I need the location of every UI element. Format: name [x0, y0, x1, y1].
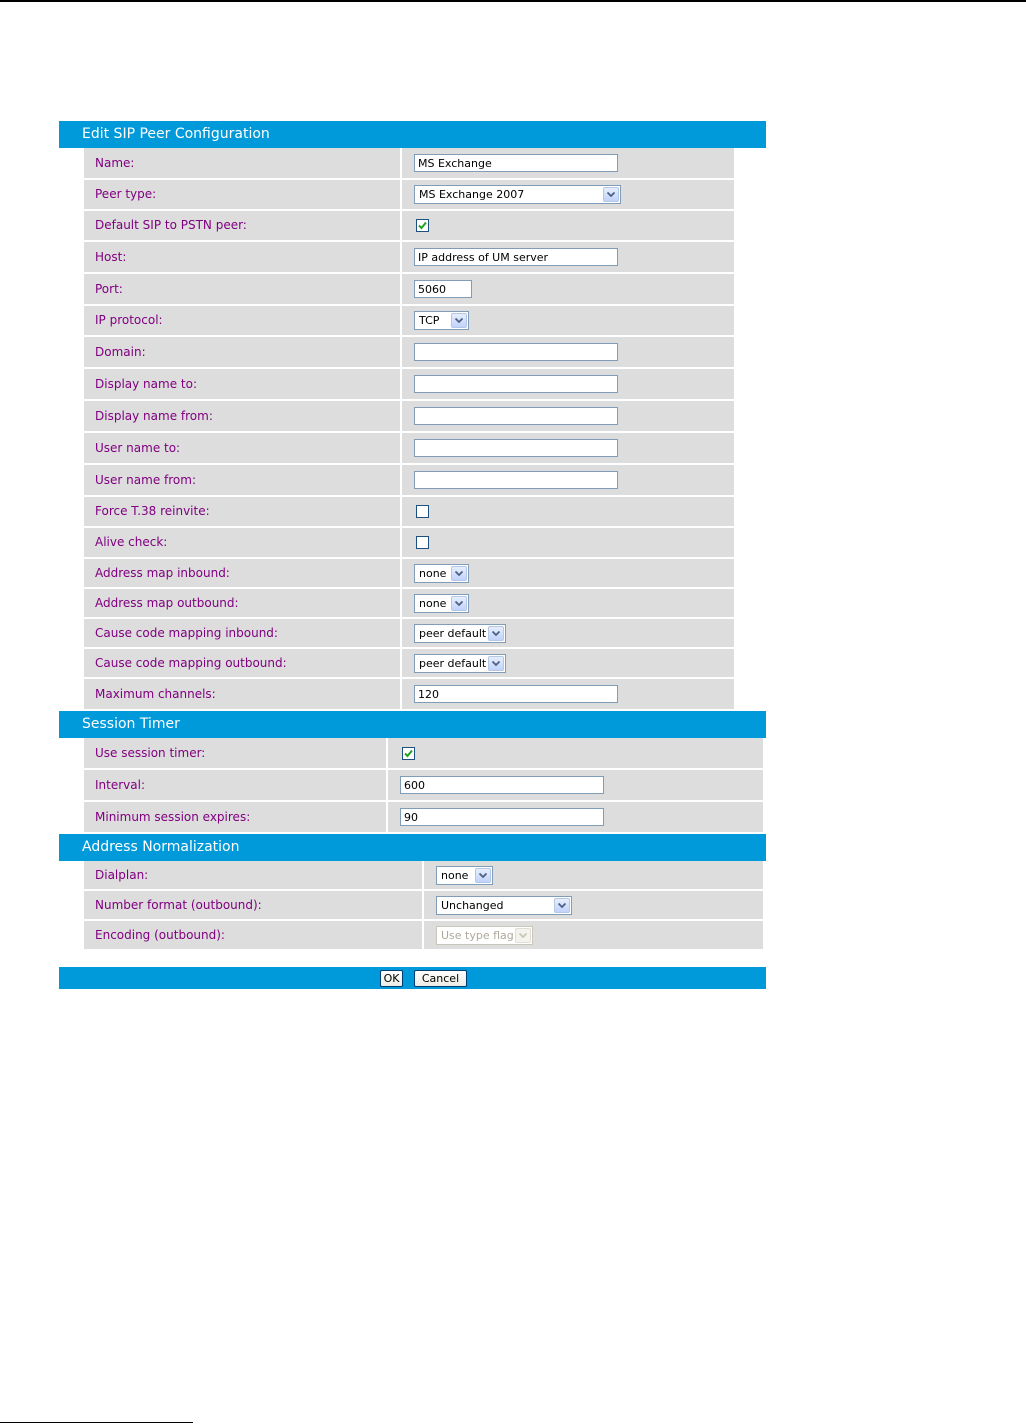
- peer-type-label: Peer type:: [84, 180, 400, 209]
- number-format-outbound-label: Number format (outbound):: [84, 891, 422, 919]
- port-input[interactable]: [414, 280, 472, 298]
- chevron-down-icon: [519, 933, 527, 938]
- port-value-cell: [402, 274, 734, 304]
- address-map-inbound-select[interactable]: [414, 564, 469, 583]
- display-name-from-value-cell: [402, 401, 734, 431]
- address-map-outbound-selected-value: none: [419, 596, 447, 610]
- form-row-force-t-38-reinvite: [59, 497, 766, 528]
- form-row-peer-type: [59, 180, 766, 211]
- form-row-interval: [59, 770, 766, 802]
- address-map-inbound-selected-value: none: [419, 566, 447, 580]
- cause-code-mapping-inbound-label: Cause code mapping inbound:: [84, 619, 400, 647]
- host-label: Host:: [84, 242, 400, 272]
- name-label: Name:: [84, 148, 400, 178]
- domain-value-cell: [402, 337, 734, 367]
- cause-code-mapping-outbound-selected-value: peer default: [419, 656, 487, 670]
- default-sip-to-pstn-peer-label: Default SIP to PSTN peer:: [84, 211, 400, 240]
- encoding-outbound-select: [436, 926, 533, 945]
- form-row-encoding-outbound: [59, 921, 766, 951]
- default-sip-to-pstn-peer-checkbox[interactable]: [416, 219, 429, 232]
- sip-peer-form: [59, 121, 766, 989]
- user-name-from-label: User name from:: [84, 465, 400, 495]
- ip-protocol-select[interactable]: [414, 311, 469, 330]
- dropdown-arrow-icon[interactable]: [451, 566, 467, 581]
- force-t-38-reinvite-label: Force T.38 reinvite:: [84, 497, 400, 526]
- maximum-channels-input[interactable]: [414, 685, 618, 703]
- user-name-to-input[interactable]: [414, 439, 618, 457]
- ip-protocol-selected-value: TCP: [419, 314, 440, 327]
- minimum-session-expires-label: Minimum session expires:: [84, 802, 386, 832]
- use-session-timer-value-cell: [388, 738, 763, 768]
- display-name-to-label: Display name to:: [84, 369, 400, 399]
- peer-rows: [59, 148, 766, 711]
- section-header-address-normalization: Address Normalization: [59, 834, 766, 861]
- form-row-address-map-inbound: [59, 559, 766, 589]
- use-session-timer-label: Use session timer:: [84, 738, 386, 768]
- form-row-dialplan: [59, 861, 766, 891]
- peer-type-selected-value: MS Exchange 2007: [419, 188, 525, 201]
- form-row-address-map-outbound: [59, 589, 766, 619]
- user-name-from-value-cell: [402, 465, 734, 495]
- domain-label: Domain:: [84, 337, 400, 367]
- dialplan-selected-value: none: [441, 868, 469, 882]
- form-row-display-name-to: [59, 369, 766, 401]
- peer-type-select[interactable]: [414, 185, 621, 204]
- dialplan-label: Dialplan:: [84, 861, 422, 889]
- number-format-outbound-select[interactable]: [436, 896, 572, 915]
- cause-code-mapping-inbound-select[interactable]: [414, 624, 506, 643]
- form-row-user-name-from: [59, 465, 766, 497]
- checkmark-icon: [418, 221, 427, 230]
- form-row-ip-protocol: [59, 306, 766, 337]
- footnote-rule: [0, 1422, 193, 1423]
- dropdown-arrow-icon[interactable]: [488, 626, 504, 641]
- dropdown-arrow-icon[interactable]: [554, 898, 570, 913]
- force-t-38-reinvite-value-cell: [402, 497, 734, 526]
- cause-code-mapping-outbound-select[interactable]: [414, 654, 506, 673]
- form-row-domain: [59, 337, 766, 369]
- dialplan-value-cell: [424, 861, 763, 889]
- alive-check-value-cell: [402, 528, 734, 557]
- display-name-from-label: Display name from:: [84, 401, 400, 431]
- ip-protocol-label: IP protocol:: [84, 306, 400, 335]
- cause-code-mapping-outbound-label: Cause code mapping outbound:: [84, 649, 400, 677]
- dialplan-select[interactable]: [436, 866, 493, 885]
- chevron-down-icon: [455, 318, 463, 323]
- form-row-host: [59, 242, 766, 274]
- dropdown-arrow-icon[interactable]: [603, 187, 619, 202]
- top-rule: [0, 0, 1026, 2]
- user-name-from-input[interactable]: [414, 471, 618, 489]
- encoding-outbound-selected-value: Use type flag: [441, 928, 514, 942]
- form-row-cause-code-mapping-inbound: [59, 619, 766, 649]
- address-normalization-rows: [59, 861, 766, 951]
- use-session-timer-checkbox[interactable]: [402, 747, 415, 760]
- form-row-user-name-to: [59, 433, 766, 465]
- name-value-cell: [402, 148, 734, 178]
- dropdown-arrow-icon[interactable]: [451, 596, 467, 611]
- user-name-to-value-cell: [402, 433, 734, 463]
- address-map-inbound-value-cell: [402, 559, 734, 587]
- form-row-default-sip-to-pstn-peer: [59, 211, 766, 242]
- session-timer-rows: [59, 738, 766, 834]
- chevron-down-icon: [455, 571, 463, 576]
- display-name-from-input[interactable]: [414, 407, 618, 425]
- form-row-minimum-session-expires: [59, 802, 766, 834]
- minimum-session-expires-value-cell: [388, 802, 763, 832]
- form-row-name: [59, 148, 766, 180]
- address-map-outbound-label: Address map outbound:: [84, 589, 400, 617]
- button-bar: [59, 967, 766, 989]
- dropdown-arrow-icon[interactable]: [488, 656, 504, 671]
- display-name-to-value-cell: [402, 369, 734, 399]
- section-header-session-timer: Session Timer: [59, 711, 766, 738]
- peer-type-value-cell: [402, 180, 734, 209]
- default-sip-to-pstn-peer-value-cell: [402, 211, 734, 240]
- address-map-outbound-select[interactable]: [414, 594, 469, 613]
- form-row-cause-code-mapping-outbound: [59, 649, 766, 679]
- chevron-down-icon: [455, 601, 463, 606]
- ok-button[interactable]: OK: [380, 970, 403, 987]
- ip-protocol-value-cell: [402, 306, 734, 335]
- number-format-outbound-selected-value: Unchanged: [441, 898, 504, 912]
- cause-code-mapping-inbound-selected-value: peer default: [419, 626, 487, 640]
- interval-value-cell: [388, 770, 763, 800]
- number-format-outbound-value-cell: [424, 891, 763, 919]
- checkmark-icon: [404, 749, 413, 758]
- domain-input[interactable]: [414, 343, 618, 361]
- interval-input[interactable]: [400, 776, 604, 794]
- chevron-down-icon: [607, 192, 615, 197]
- alive-check-label: Alive check:: [84, 528, 400, 557]
- section-header-peer: Edit SIP Peer Configuration: [59, 121, 766, 148]
- cause-code-mapping-outbound-value-cell: [402, 649, 734, 677]
- interval-label: Interval:: [84, 770, 386, 800]
- encoding-outbound-label: Encoding (outbound):: [84, 921, 422, 949]
- encoding-outbound-value-cell: [424, 921, 763, 949]
- name-input[interactable]: [414, 154, 618, 172]
- chevron-down-icon: [558, 903, 566, 908]
- address-map-outbound-value-cell: [402, 589, 734, 617]
- dropdown-arrow-icon[interactable]: [475, 868, 491, 883]
- display-name-to-input[interactable]: [414, 375, 618, 393]
- dropdown-arrow-icon[interactable]: [451, 313, 467, 328]
- form-row-alive-check: [59, 528, 766, 559]
- chevron-down-icon: [479, 873, 487, 878]
- form-row-number-format-outbound: [59, 891, 766, 921]
- cancel-button[interactable]: Cancel: [414, 970, 467, 987]
- form-row-port: [59, 274, 766, 306]
- force-t-38-reinvite-checkbox[interactable]: [416, 505, 429, 518]
- chevron-down-icon: [492, 631, 500, 636]
- form-row-maximum-channels: [59, 679, 766, 711]
- user-name-to-label: User name to:: [84, 433, 400, 463]
- cause-code-mapping-inbound-value-cell: [402, 619, 734, 647]
- maximum-channels-value-cell: [402, 679, 734, 709]
- dropdown-arrow-icon: [515, 928, 531, 943]
- alive-check-checkbox[interactable]: [416, 536, 429, 549]
- form-row-use-session-timer: [59, 738, 766, 770]
- minimum-session-expires-input[interactable]: [400, 808, 604, 826]
- address-map-inbound-label: Address map inbound:: [84, 559, 400, 587]
- host-value-cell: [402, 242, 734, 272]
- port-label: Port:: [84, 274, 400, 304]
- chevron-down-icon: [492, 661, 500, 666]
- maximum-channels-label: Maximum channels:: [84, 679, 400, 709]
- host-input[interactable]: [414, 248, 618, 266]
- form-row-display-name-from: [59, 401, 766, 433]
